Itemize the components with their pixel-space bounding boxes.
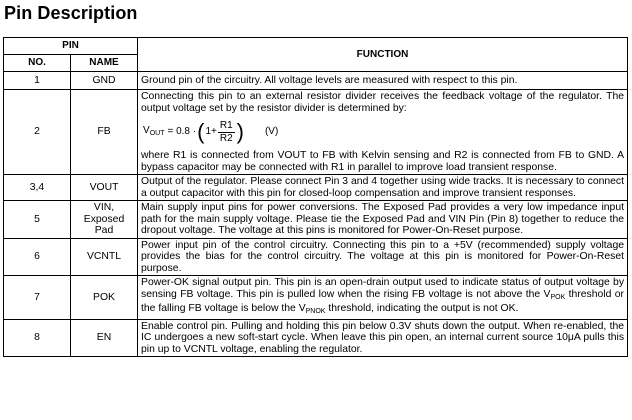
table-row: [4, 276, 628, 320]
pin-function: [138, 90, 628, 175]
pin-function: Power input pin of the control circuitry. Connecting this pin to a +5V (recommended) supply voltage provides the bias for the control circuitry. The voltage at this pin is monitored for Power-On-Reset purpose.: [138, 238, 628, 276]
table-row: [4, 72, 628, 90]
table-row: [4, 319, 628, 357]
pin-number: 6: [4, 238, 71, 276]
function-outro: where R1 is connected from VOUT to FB with Kelvin sensing and R2 is connected from FB to GND. A bypass capacitor may be connected with R1 in parallel to improve load transient response.: [141, 150, 625, 173]
pin-description-table: [3, 37, 628, 357]
formula-coeff: = 0.8 ·: [167, 126, 197, 138]
formula-fraction: $\frac{R1}{R2}$: [219, 119, 233, 144]
table-row: [4, 175, 628, 201]
table-row: [4, 201, 628, 239]
output-voltage-formula: $V_{OUT}$ = 0.8 · ( 1+ $\frac{R1}{R2}$ ) (V): [143, 119, 279, 144]
pin-function: Ground pin of the circuitry. All voltage levels are measured with respect to this pin.: [138, 72, 628, 90]
header-function: FUNCTION: [138, 38, 628, 72]
page-title: Pin Description: [4, 3, 138, 23]
pin-number: 5: [4, 201, 71, 239]
header-row: [4, 38, 628, 55]
pin-number: 2: [4, 90, 71, 175]
pin-function: Power-OK signal output pin. This pin is an open-drain output used to indicate status of output voltage by sensing FB voltage. This pin is pulled low when the rising FB voltage is not above the $V_{POK}$ threshold or the falling FB voltage is below the $V_{PNOK}$ threshold, indicating the output is not OK.: [138, 276, 628, 320]
pin-number: 8: [4, 319, 71, 357]
header-name: NAME: [71, 55, 138, 72]
pin-name: FB: [71, 90, 138, 175]
pin-number: 3,4: [4, 175, 71, 201]
table-row: [4, 238, 628, 276]
pin-number: 1: [4, 72, 71, 90]
pin-name: VOUT: [71, 175, 138, 201]
pin-name: GND: [71, 72, 138, 90]
formula-lhs: $V_{OUT}$: [143, 124, 165, 137]
function-intro: Connecting this pin to an external resistor divider receives the feedback voltage of the regulator. The output voltage set by the resistor divider is determined by:: [141, 91, 625, 114]
table-row: [4, 90, 628, 175]
pin-function: Main supply input pins for power conversions. The Exposed Pad provides a very low impedance input path for the main supply voltage. Please tie the Exposed Pad and VIN Pin (Pin 8) together to reduce the dropout voltage. The voltage at this pins is monitored for Power-On-Reset purpose.: [138, 201, 628, 239]
pin-name: POK: [71, 276, 138, 320]
formula-unit: (V): [264, 126, 279, 138]
formula-one-plus: 1+: [205, 126, 217, 138]
header-no: NO.: [4, 55, 71, 72]
pin-name: VCNTL: [71, 238, 138, 276]
pin-number: 7: [4, 276, 71, 320]
pin-name: VIN, Exposed Pad: [71, 201, 138, 239]
pin-name: EN: [71, 319, 138, 357]
pin-function: Enable control pin. Pulling and holding this pin below 0.3V shuts down the output. When re-enabled, the IC undergoes a new soft-start cycle. When leave this pin open, an internal current source 10μA pulls this pin up to VCNTL voltage, enabling the regulator.: [138, 319, 628, 357]
header-pin: PIN: [4, 38, 138, 55]
pin-function: Output of the regulator. Please connect Pin 3 and 4 together using wide tracks. It is necessary to connect a output capacitor with this pin for closed-loop compensation and improve transient responses.: [138, 175, 628, 201]
